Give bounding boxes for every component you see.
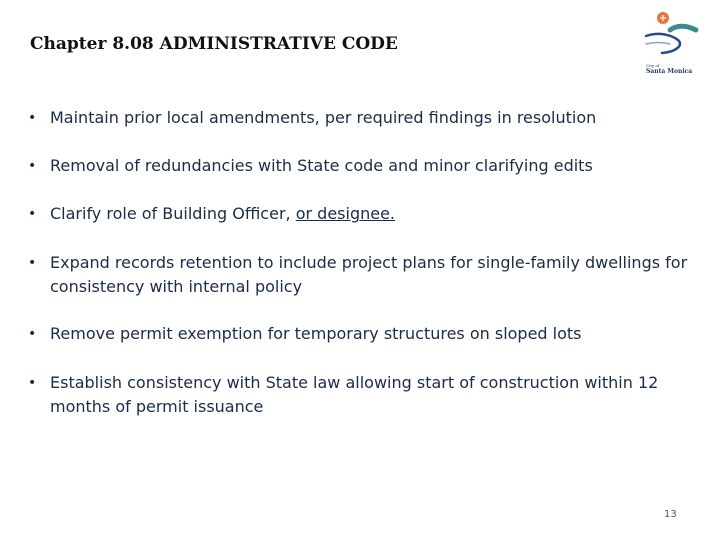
logo-city-name: Santa Monica xyxy=(646,68,693,75)
bullet-dot: • xyxy=(28,326,37,342)
bullet-text-prefix: Clarify role of Building Officer, xyxy=(50,204,296,223)
city-logo-icon xyxy=(640,8,708,64)
bullet-text: Maintain prior local amendments, per required findings in resolution xyxy=(50,108,597,127)
bullet-text-underlined: or designee. xyxy=(295,204,396,223)
bullet-dot: • xyxy=(28,110,37,126)
bullet-item xyxy=(28,251,698,299)
bullet-text: Removal of redundancies with State code and minor clarifying edits xyxy=(50,156,593,175)
bullet-dot: • xyxy=(28,158,37,174)
bullet-item xyxy=(28,202,698,226)
page-number: 13 xyxy=(664,509,677,520)
bullet-item xyxy=(28,106,698,130)
bullet-dot: • xyxy=(28,206,37,222)
bullet-item xyxy=(28,154,698,178)
slide-title: Chapter 8.08 ADMINISTRATIVE CODE xyxy=(30,34,398,54)
bullet-item xyxy=(28,322,698,346)
bullet-dot: • xyxy=(28,375,37,391)
bullet-dot: • xyxy=(28,255,37,271)
bullet-item xyxy=(28,371,698,419)
santa-monica-logo xyxy=(640,8,708,74)
bullet-text: Establish consistency with State law allowing start of construction within 12 months of permit issuance xyxy=(50,373,659,416)
logo-city-line: City of xyxy=(646,63,660,68)
bullet-text xyxy=(50,202,698,226)
bullet-text: Expand records retention to include project plans for single-family dwellings for consistency with internal policy xyxy=(50,253,688,296)
bullet-text: Remove permit exemption for temporary structures on sloped lots xyxy=(50,324,582,343)
